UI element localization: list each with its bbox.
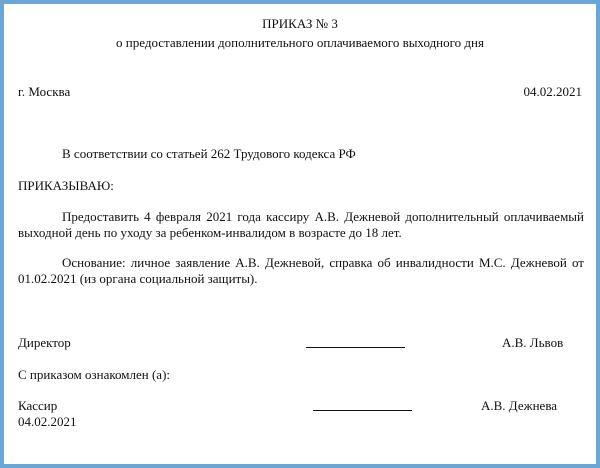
acquainted-label: С приказом ознакомлен (а): bbox=[18, 367, 171, 382]
place: г. Москва bbox=[18, 84, 71, 99]
cashier-date: 04.02.2021 bbox=[18, 414, 77, 429]
cashier-position: Кассир bbox=[18, 398, 58, 413]
cashier-name: А.В. Дежнева bbox=[481, 398, 558, 413]
preamble: В соответствии со статьей 262 Трудового кодекса РФ bbox=[62, 146, 356, 161]
basis-text: Основание: личное заявление А.В. Дежневой, справка об инвалидности М.С. Дежневой от 01.02.2021 (из органа социальной защиты). bbox=[18, 255, 584, 286]
director-signature-line bbox=[306, 347, 405, 348]
document-date: 04.02.2021 bbox=[523, 84, 582, 99]
director-name: А.В. Львов bbox=[502, 335, 564, 350]
cashier-signature-line bbox=[313, 410, 412, 411]
order-word: ПРИКАЗЫВАЮ: bbox=[18, 178, 114, 193]
order-text: Предоставить 4 февраля 2021 года кассиру А.В. Дежневой дополнительный оплачиваемый выходной день по уходу за ребенком-инвалидом в возрасте до 18 лет. bbox=[18, 209, 584, 240]
director-position: Директор bbox=[18, 335, 71, 350]
document-subtitle: о предоставлении дополнительного оплачиваемого выходного дня bbox=[116, 35, 484, 50]
document-title: ПРИКАЗ № 3 bbox=[262, 16, 338, 31]
